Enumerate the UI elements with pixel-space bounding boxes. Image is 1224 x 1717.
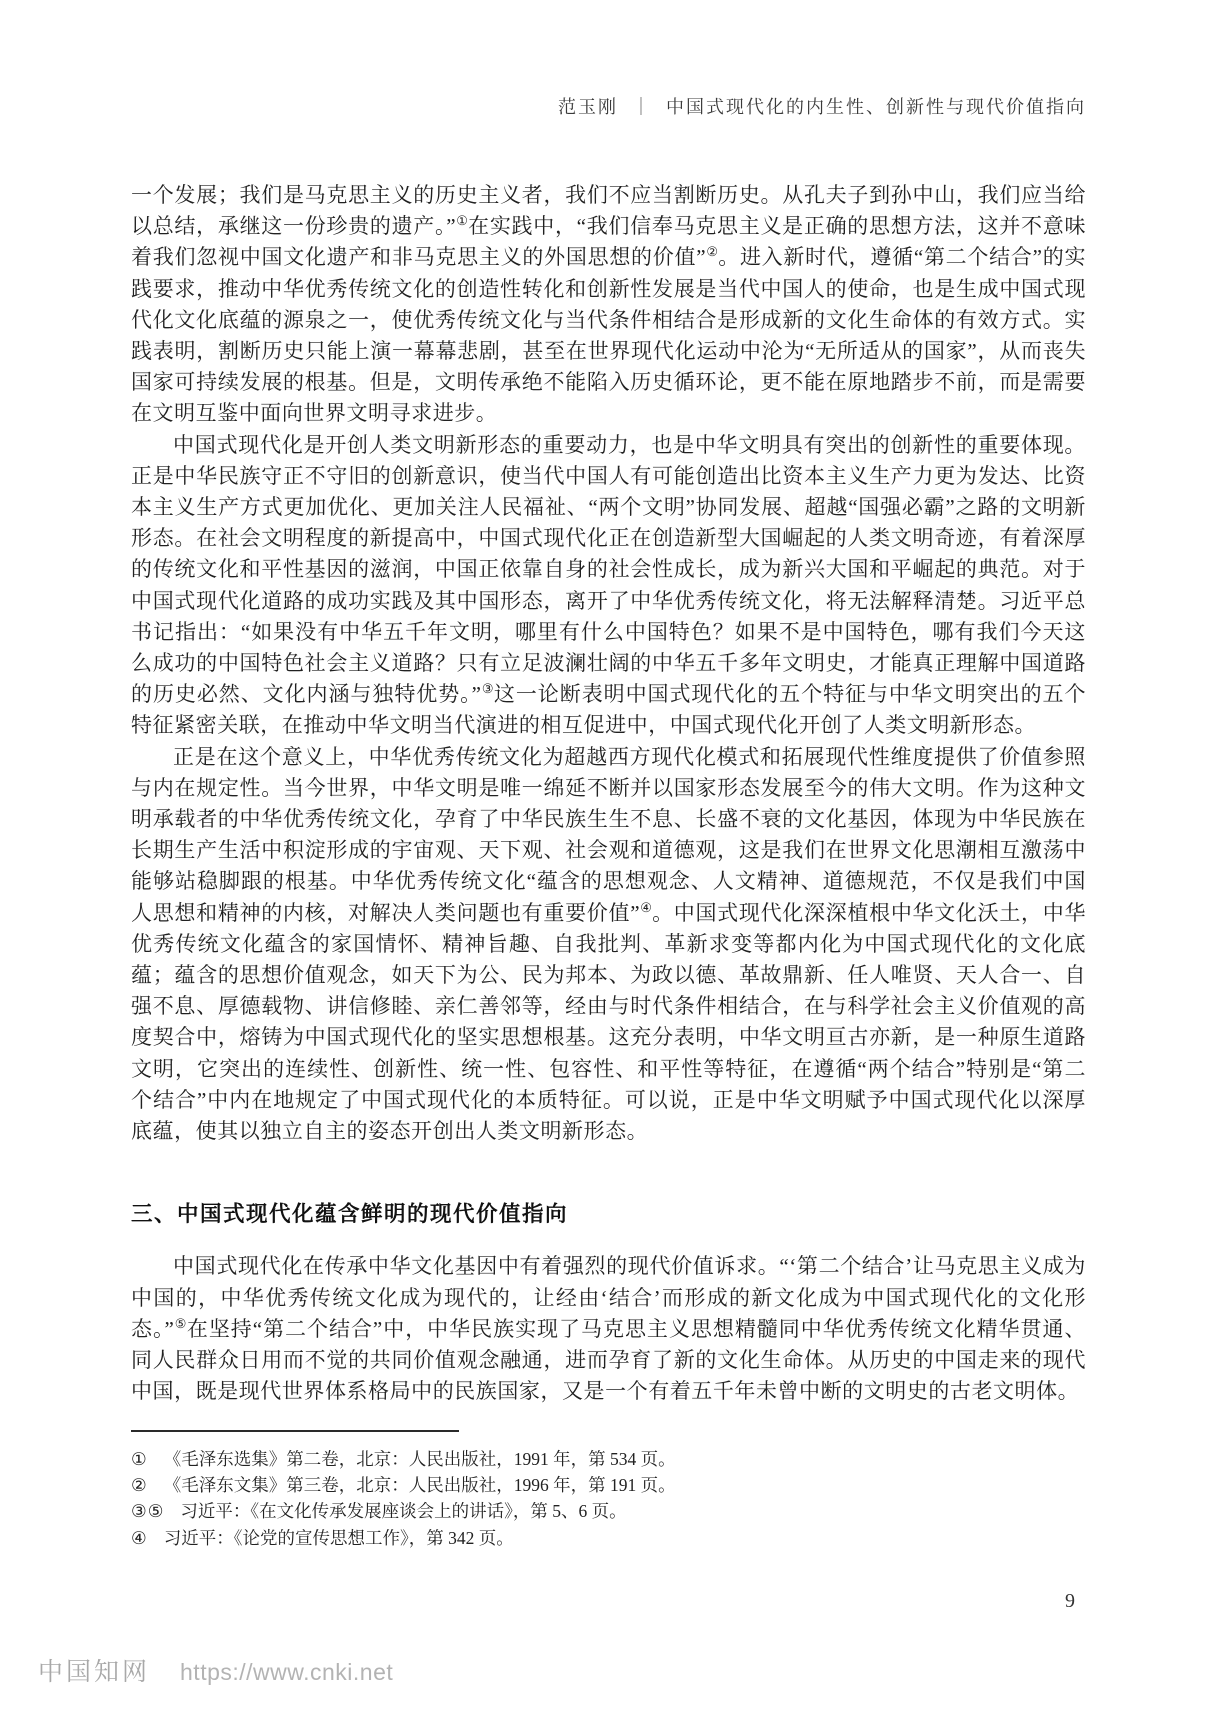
footnote-marker: ③⑤ bbox=[131, 1501, 165, 1522]
page-number: 9 bbox=[1065, 1590, 1075, 1612]
body-paragraph: 一个发展；我们是马克思主义的历史主义者，我们不应当割断历史。从孔夫子到孙中山，我们应当给以总结，承继这一份珍贵的遗产。”①在实践中，“我们信奉马克思主义是正确的思想方法，这并不意味着我们忽视中国文化遗产和非马克思主义的外国思想的价值”②。进入新时代，遵循“第二个结合”的实践要求，推动中华优秀传统文化的创造性转化和创新性发展是当代中国人的使命，也是生成中国式现代化文化底蕴的源泉之一，使优秀传统文化与当代条件相结合是形成新的文化生命体的有效方式。实践表明，割断历史只能上演一幕幕悲剧，甚至在世界现代化运动中沦为“无所适从的国家”，从而丧失国家可持续发展的根基。但是，文明传承绝不能陷入历史循环论，更不能在原地踏步不前，而是需要在文明互鉴中面向世界文明寻求进步。 bbox=[131, 183, 1087, 426]
footnote-marker: ④ bbox=[131, 1527, 148, 1548]
header-divider: ｜ bbox=[632, 97, 652, 117]
body-paragraph: 中国式现代化是开创人类文明新形态的重要动力，也是中华文明具有突出的创新性的重要体现。正是中华民族守正不守旧的创新意识，使当代中国人有可能创造出比资本主义生产力更为发达、比资本主义生产方式更加优化、更加关注人民福祉、“两个文明”协同发展、超越“国强必霸”之路的文明新形态。在社会文明程度的新提高中，中国式现代化正在创造新型大国崛起的人类文明奇迹，有着深厚的传统文化和平性基因的滋润，中国正依靠自身的社会性成长，成为新兴大国和平崛起的典范。对于中国式现代化道路的成功实践及其中国形态，离开了中华优秀传统文化，将无法解释清楚。习近平总书记指出：“如果没有中华五千年文明，哪里有什么中国特色？如果不是中国特色，哪有我们今天这么成功的中国特色社会主义道路？只有立足波澜壮阔的中华五千多年文明史，才能真正理解中国道路的历史必然、文化内涵与独特优势。”③这一论断表明中国式现代化的五个特征与中华文明突出的五个特征紧密关联，在推动中华文明当代演进的相互促进中，中国式现代化开创了人类文明新形态。 bbox=[131, 432, 1086, 738]
footnote-ref: ⑤ bbox=[174, 1315, 187, 1331]
running-header bbox=[131, 93, 1086, 119]
cnki-footer bbox=[38, 1652, 393, 1688]
footnote-item bbox=[131, 1525, 1086, 1551]
footnote-item bbox=[131, 1472, 1086, 1498]
footnote-list bbox=[131, 1446, 1086, 1551]
footnotes-section bbox=[131, 1430, 1086, 1551]
header-author: 范玉刚 bbox=[558, 97, 618, 117]
section-heading: 三、中国式现代化蕴含鲜明的现代价值指向 bbox=[131, 1202, 569, 1227]
cnki-url: https://www.cnki.net bbox=[180, 1659, 394, 1685]
footnote-ref: ② bbox=[706, 244, 719, 260]
footnote-item bbox=[131, 1498, 1086, 1524]
footnote-marker: ② bbox=[131, 1475, 148, 1496]
body-paragraph: 中国式现代化在传承中华文化基因中有着强烈的现代价值诉求。“‘第二个结合’让马克思主义成为中国的，中华优秀传统文化成为现代的，让经由‘结合’而形成的新文化成为中国式现代化的文化形态。”⑤在坚持“第二个结合”中，中华民族实现了马克思主义思想精髓同中华优秀传统文化精华贯通、同人民群众日用而不觉的共同价值观念融通，进而孕育了新的文化生命体。从历史的中国走来的现代中国，既是现代世界体系格局中的民族国家，又是一个有着五千年未曾中断的文明史的古老文明体。 bbox=[131, 1254, 1086, 1404]
body-paragraph: 正是在这个意义上，中华优秀传统文化为超越西方现代化模式和拓展现代性维度提供了价值参照与内在规定性。当今世界，中华文明是唯一绵延不断并以国家形态发展至今的伟大文明。作为这种文明承载者的中华优秀传统文化，孕育了中华民族生生不息、长盛不衰的文化基因，体现为中华民族在长期生产生活中积淀形成的宇宙观、天下观、社会观和道德观，这是我们在世界文化思潮相互激荡中能够站稳脚跟的根基。中华优秀传统文化“蕴含的思想观念、人文精神、道德规范，不仅是我们中国人思想和精神的内核，对解决人类问题也有重要价值”④。中国式现代化深深植根中华文化沃土，中华优秀传统文化蕴含的家国情怀、精神旨趣、自我批判、革新求变等都内化为中国式现代化的文化底蕴；蕴含的思想价值观念，如天下为公、民为邦本、为政以德、革故鼎新、任人唯贤、天人合一、自强不息、厚德载物、讲信修睦、亲仁善邻等，经由与时代条件相结合，在与科学社会主义价值观的高度契合中，熔铸为中国式现代化的坚实思想根基。这充分表明，中华文明亘古亦新，是一种原生道路文明，它突出的连续性、创新性、统一性、包容性、和平性等特征，在遵循“两个结合”特别是“第二个结合”中内在地规定了中国式现代化的本质特征。可以说，正是中华文明赋予中国式现代化以深厚底蕴，使其以独立自主的姿态开创出人类文明新形态。 bbox=[131, 744, 1087, 1144]
footnote-ref: ④ bbox=[640, 899, 653, 915]
footnote-text: 习近平：《论党的宣传思想工作》，第 342 页。 bbox=[163, 1527, 514, 1548]
footnote-ref: ③ bbox=[481, 681, 494, 697]
cnki-brand: 中国知网 bbox=[38, 1658, 151, 1686]
footnote-ref: ① bbox=[456, 213, 469, 229]
footnote-separator bbox=[131, 1430, 459, 1432]
footnote-marker: ① bbox=[131, 1449, 148, 1469]
article-body bbox=[131, 180, 1086, 1407]
footnote-text: 习近平：《在文化传承发展座谈会上的讲话》，第 5、6 页。 bbox=[180, 1501, 627, 1522]
footnote-text: 《毛泽东文集》第三卷，北京：人民出版社，1996 年，第 191 页。 bbox=[163, 1475, 676, 1496]
footnote-item bbox=[131, 1446, 1086, 1472]
header-title: 中国式现代化的内生性、创新性与现代价值指向 bbox=[666, 97, 1086, 117]
footnote-text: 《毛泽东选集》第二卷，北京：人民出版社，1991 年，第 534 页。 bbox=[163, 1449, 676, 1469]
